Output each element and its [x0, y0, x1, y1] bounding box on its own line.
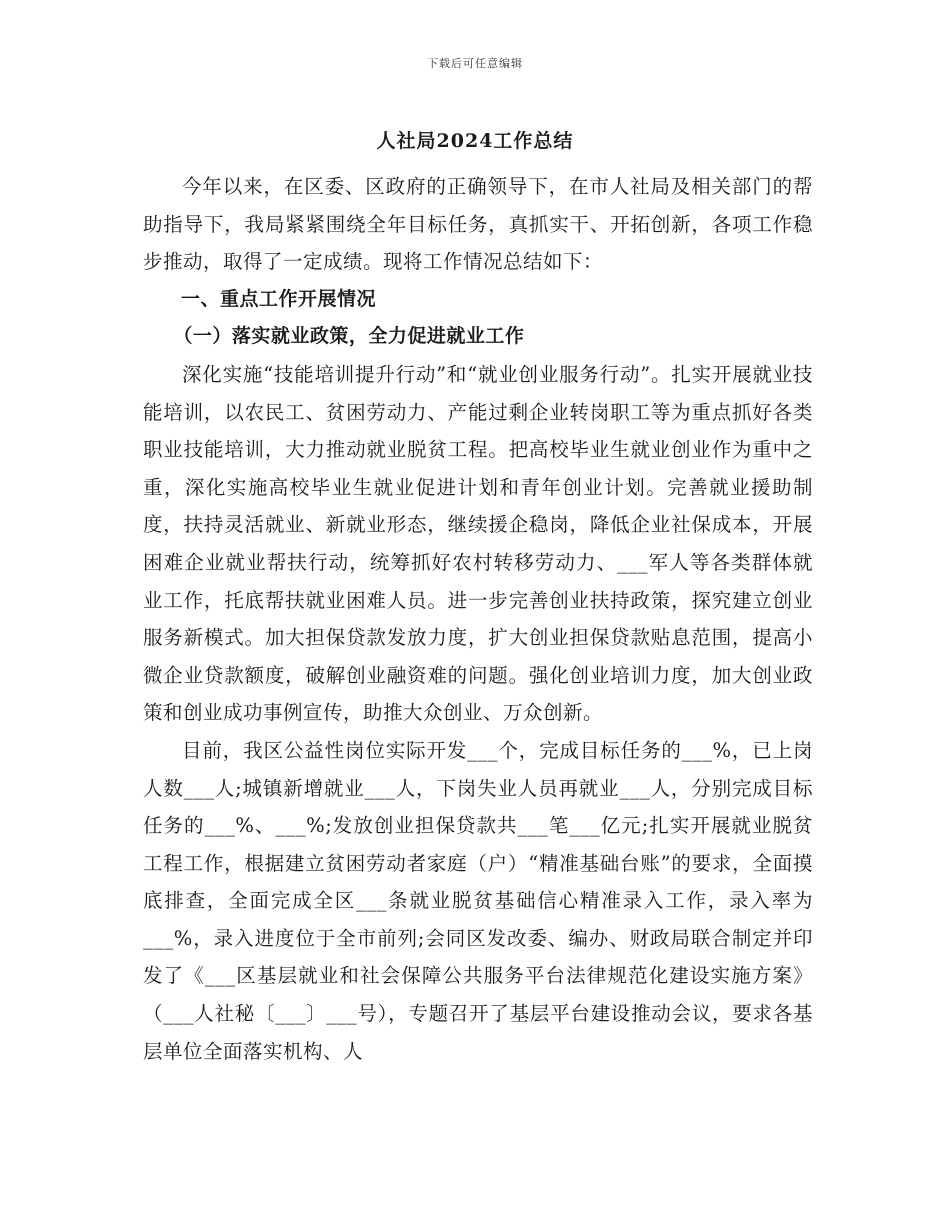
section-heading: 一、重点工作开展情况	[181, 287, 377, 310]
body-paragraph-1: 深化实施“技能培训提升行动”和“就业创业服务行动”。扎实开展就业技能培训，以农民工、贫困劳动力、产能过剩企业转岗职工等为重点抓好各类职业技能培训，大力推动就业脱贫工程。把高校毕业生就业创业作为重中之重，深化实施高校毕业生就业促进计划和青年创业计划。完善就业援助制度，扶持灵活就业、新就业形态，继续援企稳岗，降低企业社保成本，开展困难企业就业帮扶行动，统筹抓好农村转移劳动力、___军人等各类群体就业工作，托底帮扶就业困难人员。进一步完善创业扶持政策，探究建立创业服务新模式。加大担保贷款发放力度，扩大创业担保贷款贴息范围，提高小微企业贷款额度，破解创业融资难的问题。强化创业培训力度，加大创业政策和创业成功事例宣传，助推大众创业、万众创新。	[143, 362, 813, 725]
subsection-heading: （一）落实就业政策，全力促进就业工作	[173, 325, 525, 348]
intro-paragraph: 今年以来，在区委、区政府的正确领导下，在市人社局及相关部门的帮助指导下，我局紧紧围绕全年目标任务，真抓实干、开拓创新，各项工作稳步推动，取得了一定成绩。现将工作情况总结如下：	[143, 175, 813, 274]
body-paragraph-2: 目前，我区公益性岗位实际开发___个，完成目标任务的___%，已上岗人数___人;城镇新增就业___人，下岗失业人员再就业___人，分别完成目标任务的___%、___%;发放创业担保贷款共___笔___亿元;扎实开展就业脱贫工程工作，根据建立贫困劳动者家庭（户）“精准基础台账”的要求，全面摸底排查，全面完成全区___条就业脱贫基础信心精准录入工作，录入率为___%，录入进度位于全市前列;会同区发改委、编办、财政局联合制定并印发了《___区基层就业和社会保障公共服务平台法律规范化建设实施方案》（___人社秘〔___〕___号），专题召开了基层平台建设推动会议，要求各基层单位全面落实机构、人	[143, 738, 813, 1063]
page-header-note: 下载后可任意编辑	[427, 57, 523, 70]
document-title: 人社局2024工作总结	[376, 130, 574, 152]
document-body	[143, 168, 813, 1070]
